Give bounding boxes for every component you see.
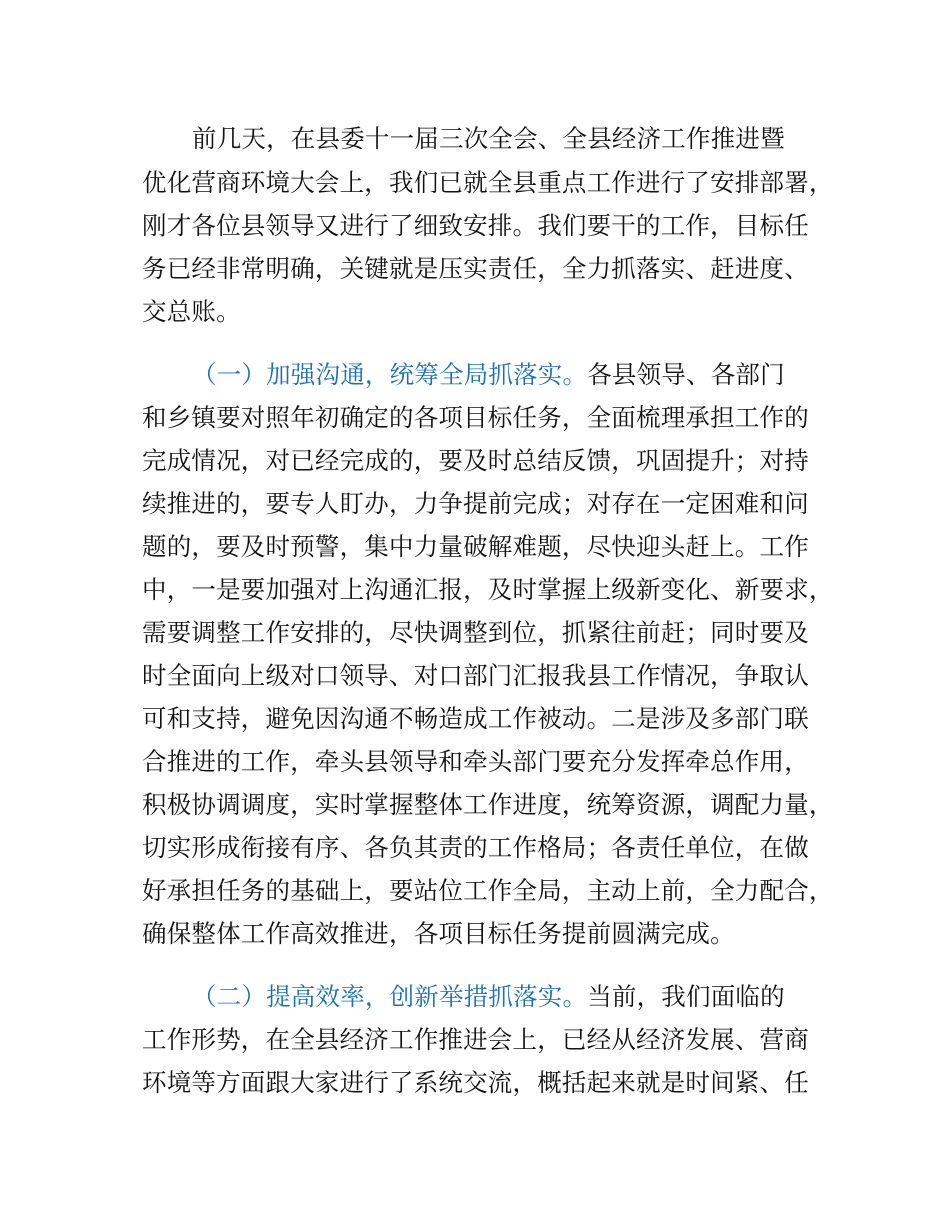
paragraph-3-line: 环境等方面跟大家进行了系统交流，概括起来就是时间紧、任 [142,1068,809,1097]
paragraph-2-line: 好承担任务的基础上，要站位工作全局，主动上前，全力配合， [142,876,834,905]
paragraph-2-line: 完成情况，对已经完成的，要及时总结反馈，巩固提升；对持 [142,446,809,475]
paragraph-1-line-2: 优化营商环境大会上，我们已就全县重点工作进行了安排部署， [142,168,834,197]
paragraph-2-line: 切实形成衔接有序、各负其责的工作格局；各责任单位，在做 [142,833,809,862]
paragraph-1-line-1: 前几天，在县委十一届三次全会、全县经济工作推进暨 [192,124,785,153]
paragraph-2-line: 需要调整工作安排的，尽快调整到位，抓紧往前赶；同时要及 [142,618,809,647]
paragraph-1-line-4: 务已经非常明确，关键就是压实责任，全力抓落实、赶进度、 [142,254,809,283]
paragraph-2-line: 题的，要及时预警，集中力量破解难题，尽快迎头赶上。工作 [142,532,809,561]
section-heading-1: （一）加强沟通，统筹全局抓落实。 [192,360,588,389]
section-heading-2: （二）提高效率，创新举措抓落实。 [192,982,588,1011]
paragraph-3-line: 工作形势，在全县经济工作推进会上，已经从经济发展、营商 [142,1025,809,1054]
paragraph-2-line: 和乡镇要对照年初确定的各项目标任务，全面梳理承担工作的 [142,403,809,432]
paragraph-1-line-3: 刚才各位县领导又进行了细致安排。我们要干的工作，目标任 [142,211,809,240]
paragraph-1-line-5: 交总账。 [142,297,241,326]
paragraph-2-line: 确保整体工作高效推进，各项目标任务提前圆满完成。 [142,919,735,948]
paragraph-2-line: 可和支持，避免因沟通不畅造成工作被动。二是涉及多部门联 [142,704,809,733]
paragraph-2-line: 合推进的工作，牵头县领导和牵头部门要充分发挥牵总作用， [142,747,809,776]
paragraph-2-line: 中，一是要加强对上沟通汇报，及时掌握上级新变化、新要求， [142,575,834,604]
paragraph-2-first-line [192,354,892,396]
paragraph-2-first-line-text: 各县领导、各部门 [587,360,785,389]
paragraph-3-first-line [192,976,892,1018]
paragraph-2-line: 续推进的，要专人盯办，力争提前完成；对存在一定困难和问 [142,489,809,518]
paragraph-2-line: 时全面向上级对口领导、对口部门汇报我县工作情况，争取认 [142,661,809,690]
paragraph-2-line: 积极协调调度，实时掌握整体工作进度，统筹资源，调配力量， [142,790,834,819]
paragraph-3-first-line-text: 当前，我们面临的 [587,982,785,1011]
